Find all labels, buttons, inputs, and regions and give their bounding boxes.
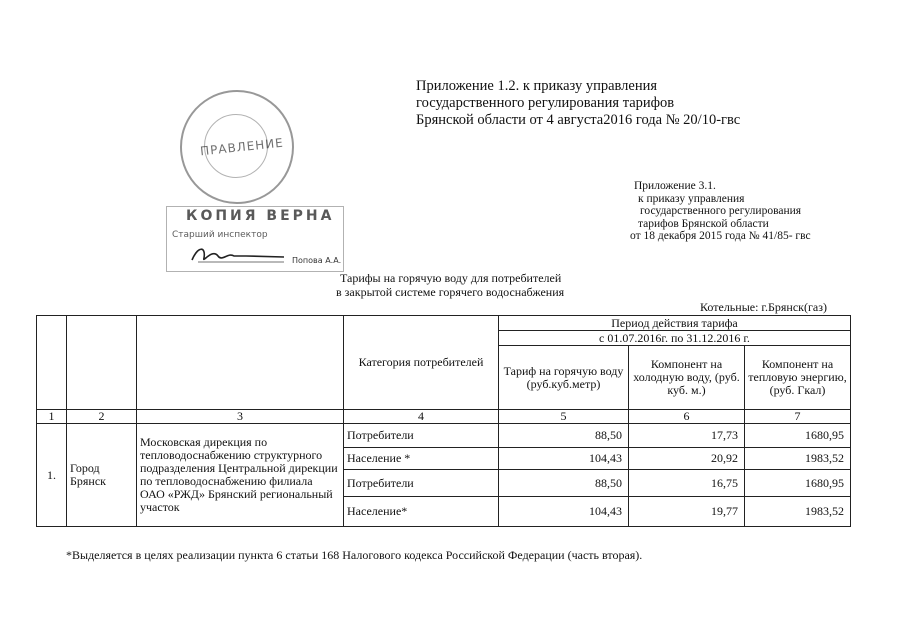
signature-icon	[188, 242, 288, 268]
table-number-row	[37, 410, 851, 424]
column-number: 5	[499, 410, 629, 424]
heat-energy-cell: 1983,52	[745, 497, 851, 527]
category-cell: Население*	[344, 497, 499, 527]
heat-energy-cell: 1983,52	[745, 448, 851, 470]
document-title	[336, 271, 565, 299]
header-cell-empty	[37, 316, 67, 410]
copy-certification-name: Попова А.А.	[292, 256, 342, 265]
row-index: 1.	[37, 424, 67, 527]
cold-water-cell: 16,75	[629, 470, 745, 497]
table-header-row	[37, 316, 851, 331]
cold-water-cell: 20,92	[629, 448, 745, 470]
tariff-cell: 104,43	[499, 448, 629, 470]
appendix-line: Брянской области от 4 августа2016 года № 20/10-гвс	[416, 112, 741, 128]
title-line: в закрытой системе горячего водоснабжения	[336, 285, 565, 299]
category-cell: Потребители	[344, 424, 499, 448]
title-line: Тарифы на горячую воду для потребителей	[340, 271, 562, 285]
tariff-table	[36, 315, 851, 527]
appendix-line: к приказу управления	[638, 192, 745, 205]
tariff-cell: 104,43	[499, 497, 629, 527]
tariff-cell: 88,50	[499, 424, 629, 448]
cold-water-cell: 19,77	[629, 497, 745, 527]
column-number: 3	[137, 410, 344, 424]
table-row	[37, 424, 851, 448]
tariff-cell: 88,50	[499, 470, 629, 497]
appendix-line: Приложение 1.2. к приказу управления	[416, 78, 658, 94]
header-period-range: с 01.07.2016г. по 31.12.2016 г.	[499, 331, 851, 346]
header-cell-empty	[67, 316, 137, 410]
boiler-label: Котельные: г.Брянск(газ)	[700, 300, 827, 314]
appendix-line: государственного регулирования тарифов	[416, 95, 675, 111]
header-period: Период действия тарифа	[499, 316, 851, 331]
appendix-line: тарифов Брянской области	[638, 217, 769, 230]
footnote: *Выделяется в целях реализации пункта 6 статьи 168 Налогового кодекса Российской Федерации (часть вторая).	[66, 548, 643, 562]
copy-certification-role: Старший инспектор	[172, 230, 268, 240]
column-number: 7	[745, 410, 851, 424]
header-category: Категория потребителей	[344, 316, 499, 410]
city-cell: Город Брянск	[67, 424, 137, 527]
appendix-header-main	[416, 78, 740, 129]
header-heat-energy: Компонент на тепловую энергию, (руб. Гкал)	[745, 346, 851, 410]
appendix-line: от 18 декабря 2015 года № 41/85- гвс	[630, 230, 811, 242]
category-cell: Потребители	[344, 470, 499, 497]
appendix-line: государственного регулирования	[640, 205, 802, 217]
cold-water-cell: 17,73	[629, 424, 745, 448]
appendix-header-secondary	[630, 180, 811, 243]
column-number: 1	[37, 410, 67, 424]
header-cold-water: Компонент на холодную воду, (руб. куб. м.)	[629, 346, 745, 410]
stamp-seal-text: ПРАВЛЕНИЕ	[199, 135, 285, 159]
appendix-line: Приложение 3.1.	[634, 180, 716, 192]
header-cell-empty	[137, 316, 344, 410]
heat-energy-cell: 1680,95	[745, 424, 851, 448]
column-number: 6	[629, 410, 745, 424]
column-number: 2	[67, 410, 137, 424]
category-cell: Население *	[344, 448, 499, 470]
heat-energy-cell: 1680,95	[745, 470, 851, 497]
copy-certification-title: КОПИЯ ВЕРНА	[186, 208, 335, 224]
official-stamp	[160, 84, 350, 274]
organization-cell: Московская дирекция по тепловодоснабжению структурного подразделения Центральной дирекции по тепловодоснабжению филиала ОАО «РЖД» Брянский региональный участок	[137, 424, 344, 527]
header-tariff: Тариф на горячую воду (руб.куб.метр)	[499, 346, 629, 410]
column-number: 4	[344, 410, 499, 424]
